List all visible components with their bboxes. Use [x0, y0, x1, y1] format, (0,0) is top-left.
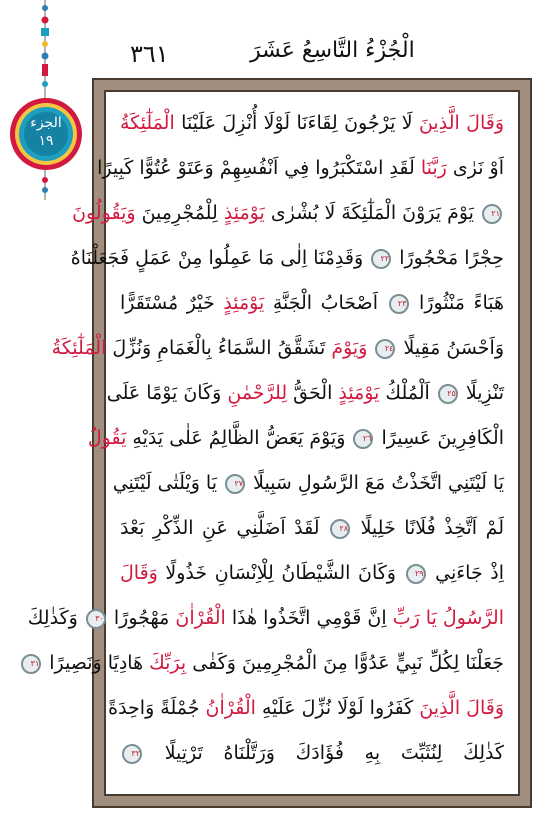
verse-text: اَصْحَابُ الْجَنَّةِ [264, 292, 387, 314]
verse-text: الْحَقُّ [287, 382, 339, 404]
highlighted-word: يَوْمَئِذٍ [338, 382, 380, 404]
verse-text: تَشَقَّقُ السَّمَاءُ بِالْغَمَامِ وَنُزِّلَ [106, 337, 332, 359]
text-line [120, 104, 504, 142]
juz-title: الْجُزْءُ التَّاسِعُ عَشَرَ [250, 38, 415, 63]
verse-text: وَاَحْسَنُ مَقِيلًا [397, 337, 504, 359]
verse-text: هَادِيًا وَنَصِيرًا [43, 652, 150, 674]
ayah-end-marker-icon: ٢٧ [225, 474, 245, 494]
ayah-end-marker-icon: ٢٥ [438, 384, 458, 404]
text-line [51, 329, 504, 367]
text-line [108, 689, 504, 727]
juz-marker-number: ١٩ [38, 133, 54, 149]
verse-text: اِنَّ قَوْمِي اتَّخَذُوا هٰذَا [225, 607, 393, 629]
juz-marker-label: الجزء [30, 115, 62, 131]
verse-text: تَنْزِيلًا [459, 382, 504, 404]
verse-text: الْكَافِرِينَ عَسِيرًا [375, 427, 504, 449]
verse-text: جُمْلَةً وَاحِدَةً [108, 697, 206, 719]
highlighted-word: وَقَالَ [120, 562, 158, 584]
text-line [72, 194, 504, 232]
verse-text: اَوْ نَرٰى [446, 157, 504, 179]
highlighted-word: بِرَبِّكَ [149, 652, 187, 674]
page-header [100, 38, 520, 74]
highlighted-word: وَيَقُولُونَ [72, 202, 136, 224]
ayah-end-marker-icon: ٣٠ [86, 609, 106, 629]
ayah-end-marker-icon: ٢١ [482, 204, 502, 224]
highlighted-word: الْقُرْاٰنَ [175, 607, 226, 629]
ayah-end-marker-icon: ٣١ [21, 654, 41, 674]
highlighted-word: الرَّسُولُ يَا رَبِّ [392, 607, 504, 629]
verse-text: لَا يَرْجُونَ لِقَاءَنَا لَوْلَا أُنْزِلَ عَلَيْنَا [174, 112, 419, 134]
highlighted-word: الْقُرْاٰنُ [205, 697, 256, 719]
verse-text: لَمْ اَتَّخِذْ فُلَانًا خَلِيلًا [352, 517, 504, 539]
verse-text: يَوْمَ يَرَوْنَ الْمَلٰٓئِكَةَ لَا بُشْرٰى [264, 202, 480, 224]
verse-text: لَقَدْ اَضَلَّنِي عَنِ الذِّكْرِ بَعْدَ [120, 517, 329, 539]
verse-text: خَيْرٌ مُسْتَقَرًّا [120, 292, 224, 314]
verse-text: يَا وَيْلَتٰى لَيْتَنِي [112, 472, 224, 494]
text-line [120, 509, 504, 547]
verse-text: وَيَوْمَ يَعَضُّ الظَّالِمُ عَلٰى يَدَيْهِ [126, 427, 352, 449]
text-line [112, 464, 504, 502]
verse-text: جَعَلْنَا لِكُلِّ نَبِيٍّ عَدُوًّا مِنَ الْمُجْرِمِينَ وَكَفٰى [186, 652, 504, 674]
ayah-end-marker-icon: ٢٦ [353, 429, 373, 449]
verse-text: وَقَدِمْنَا اِلٰى مَا عَمِلُوا مِنْ عَمَلٍ فَجَعَلْنَاهُ [70, 247, 370, 269]
verse-text: مَهْجُورًا [107, 607, 176, 629]
page-number: ٣٦١ [130, 40, 169, 68]
verse-text: اِذْ جَاءَنِي [427, 562, 504, 584]
text-line [70, 239, 504, 277]
text-line [97, 149, 504, 187]
verse-text: كَفَرُوا لَوْلَا نُزِّلَ عَلَيْهِ [255, 697, 420, 719]
juz-marker [8, 114, 84, 150]
verse-text: وَكَانَ الشَّيْطَانُ لِلْاِنْسَانِ خَذُولًا [157, 562, 404, 584]
ayah-end-marker-icon: ٢٣ [389, 294, 409, 314]
verse-text: حِجْرًا مَحْجُورًا [393, 247, 504, 269]
verse-text: هَبَاءً مَنْثُورًا [410, 292, 504, 314]
highlighted-word: وَقَالَ الَّذِينَ [418, 112, 504, 134]
verse-text: لِلْمُجْرِمِينَ [135, 202, 224, 224]
verse-text: اَلْمُلْكُ [379, 382, 436, 404]
highlighted-word: لِلرَّحْمٰنِ [227, 382, 288, 404]
highlighted-word: يَقُولُ [87, 427, 127, 449]
highlighted-word: يَوْمَئِذٍ [223, 292, 265, 314]
ayah-end-marker-icon: ٢٩ [406, 564, 426, 584]
text-line [30, 644, 504, 682]
highlighted-word: الْمَلٰٓئِكَةُ [120, 112, 175, 134]
ayah-end-marker-icon: ٢٤ [375, 339, 395, 359]
verse-text [367, 337, 373, 359]
ayah-end-marker-icon: ٢٨ [330, 519, 350, 539]
highlighted-word: يَوْمَئِذٍ [223, 202, 265, 224]
ayah-end-marker-icon: ٣٢ [122, 744, 142, 764]
text-line [120, 734, 504, 772]
verse-text: وَكَانَ يَوْمًا عَلَى [106, 382, 228, 404]
text-line [120, 284, 504, 322]
highlighted-word: وَقَالَ الَّذِينَ [419, 697, 504, 719]
ayah-end-marker-icon: ٢٢ [371, 249, 391, 269]
highlighted-word: وَيَوْمَ [331, 337, 368, 359]
verse-text: كَذٰلِكَ لِنُثَبِّتَ بِهِ فُؤَادَكَ وَرَتَّلْنَاهُ تَرْتِيلًا [144, 742, 504, 764]
text-line [27, 599, 504, 637]
text-line [120, 554, 504, 592]
text-line [87, 419, 504, 457]
verse-text: يَا لَيْتَنِي اتَّخَذْتُ مَعَ الرَّسُولِ سَبِيلًا [247, 472, 504, 494]
highlighted-word: رَبَّنَا [420, 157, 447, 179]
verse-text: وَكَذٰلِكَ [27, 607, 84, 629]
text-line [106, 374, 504, 412]
verse-text: لَقَدِ اسْتَكْبَرُوا فِي اَنْفُسِهِمْ وَعَتَوْ عُتُوًّا كَبِيرًا [97, 157, 421, 179]
highlighted-word: الْمَلٰٓئِكَةُ [51, 337, 107, 359]
